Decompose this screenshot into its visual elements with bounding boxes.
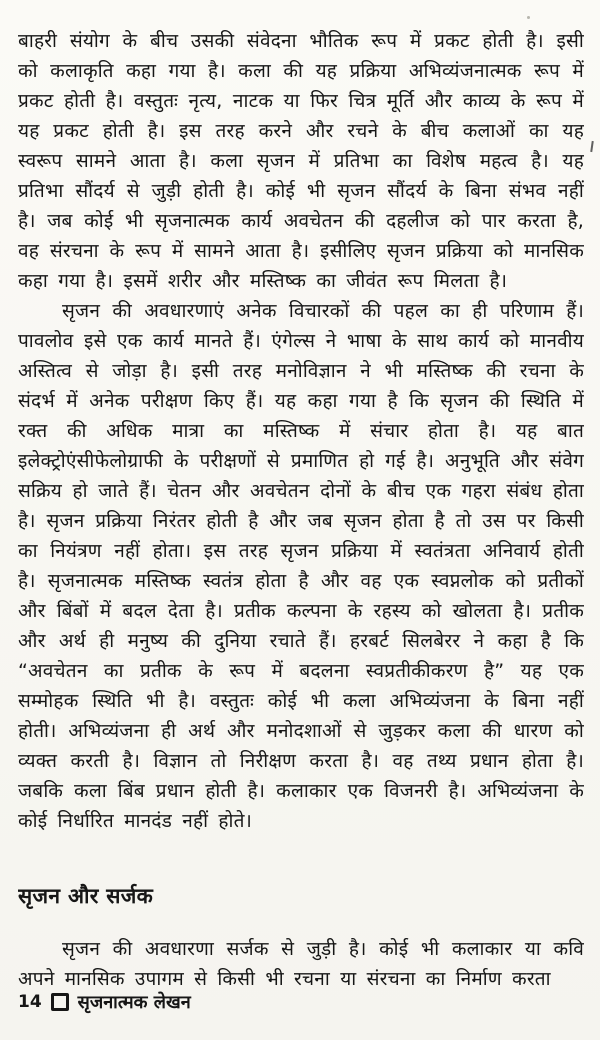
- page-footer: [18, 990, 191, 1014]
- open-square-icon: [51, 993, 69, 1011]
- section-heading: सृजन और सर्जक: [18, 884, 154, 908]
- footer-book-title: सृजनात्मक लेखन: [77, 992, 191, 1013]
- page-content: [18, 26, 584, 994]
- page-number: 14: [18, 992, 42, 1012]
- scan-artifact-mark: [590, 141, 594, 152]
- paragraph-srijan-aur-sarjak: सृजन की अवधारणा सर्जक से जुड़ी है। कोई भी कलाकार या कवि अपने मानसिक उपागम से किसी भी रचना या संरचना का निर्माण करता: [18, 938, 584, 990]
- paragraph-creation-concepts: सृजन की अवधारणाएं अनेक विचारकों की पहल का ही परिणाम हैं। पावलोव इसे एक कार्य मानते हैं। एंगेल्स ने भाषा के साथ कार्य को मानवीय अस्तित्व से जोड़ा है। इसी तरह मनोविज्ञान ने भी मस्तिष्क की रचना के संदर्भ में अनेक परीक्षण किए हैं। यह कहा गया है कि सृजन की स्थिति में रक्त की अधिक मात्रा का मस्तिष्क में संचार होता है। यह बात इलेक्ट्रोएंसीफेलोग्राफी के परीक्षणों से प्रमाणित हो गई है। अनुभूति और संवेग सक्रिय हो जाते हैं। चेतन और अवचेतन दोनों के बीच एक गहरा संबंध होता है। सृजन प्रक्रिया निरंतर होती है और जब सृजन होता है तो उस पर किसी का नियंत्रण नहीं होता। इस तरह सृजन प्रक्रिया में स्वतंत्रता अनिवार्य होती है। सृजनात्मक मस्तिष्क स्वतंत्र होता है और वह एक स्वप्नलोक को प्रतीकों और बिंबों में बदल देता है। प्रतीक कल्पना के रहस्य को खोलता है। प्रतीक और अर्थ ही मनुष्य की दुनिया रचाते हैं। हरबर्ट सिलबेरर ने कहा है कि “अवचेतन का प्रतीक के रूप में बदलना स्वप्रतीकीकरण है” यह एक सम्मोहक स्थिति भी है। वस्तुतः कोई भी कला अभिव्यंजना के बिना नहीं होती। अभिव्यंजना ही अर्थ और मनोदशाओं से जुड़कर कला की धारण को व्यक्त करती है। विज्ञान तो निरीक्षण करता है। वह तथ्य प्रधान होता है। जबकि कला बिंब प्रधान होती है। कलाकार एक विजनरी है। अभिव्यंजना के कोई निर्धारित मानदंड नहीं होते।: [18, 300, 584, 832]
- scan-artifact-speck: [527, 16, 530, 19]
- paragraph-continuation: बाहरी संयोग के बीच उसकी संवेदना भौतिक रूप में प्रकट होती है। इसी को कलाकृति कहा गया है। कला की यह प्रक्रिया अभिव्यंजनात्मक रूप में प्रकट होती है। वस्तुतः नृत्य, नाटक या फिर चित्र मूर्ति और काव्य के रूप में यह प्रकट होती है। इस तरह करने और रचने के बीच कलाओं का यह स्वरूप सामने आता है। कला सृजन में प्रतिभा का विशेष महत्व है। यह प्रतिभा सौंदर्य से जुड़ी होती है। कोई भी सृजन सौंदर्य के बिना संभव नहीं है। जब कोई भी सृजनात्मक कार्य अवचेतन की दहलीज को पार करता है, वह संरचना के रूप में सामने आता है। इसीलिए सृजन प्रक्रिया को मानसिक कहा गया है। इसमें शरीर और मस्तिष्क का जीवंत रूप मिलता है।: [18, 30, 584, 292]
